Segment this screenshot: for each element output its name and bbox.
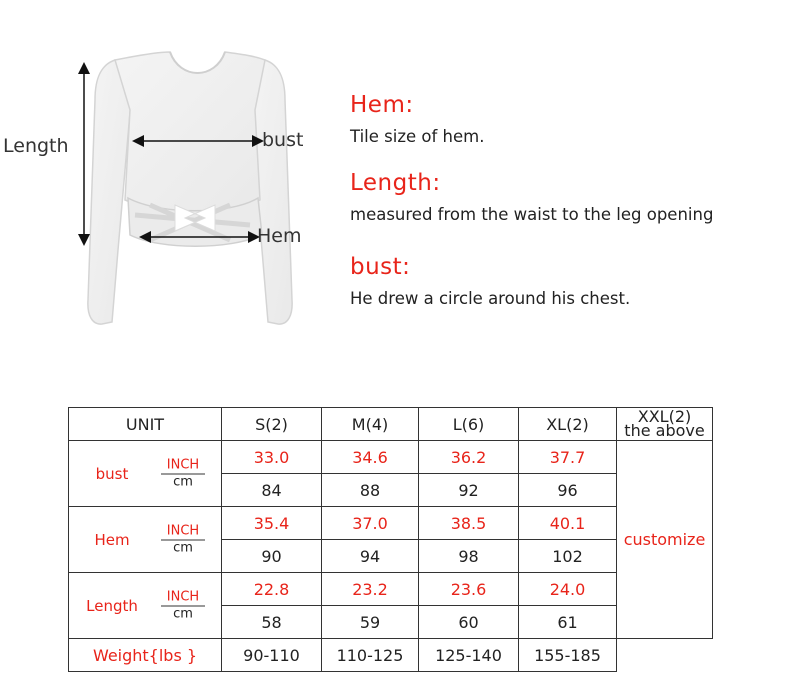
- table-header-row: [69, 408, 713, 441]
- weight-label: Weight{lbs }: [69, 639, 222, 672]
- measure-cell-hem: [69, 507, 222, 573]
- size-header-l: L(6): [419, 408, 519, 441]
- cell-value: 110-125: [322, 639, 419, 672]
- size-header-xxl: [617, 408, 713, 441]
- cell-value: 36.2: [419, 441, 519, 474]
- measure-name: Hem: [94, 530, 130, 549]
- cell-value: 98: [419, 540, 519, 573]
- unit-inch: INCH: [161, 457, 205, 474]
- unit-fraction: [161, 457, 205, 490]
- cell-value: 23.6: [419, 573, 519, 606]
- cell-value: 94: [322, 540, 419, 573]
- table-row-weight: [69, 639, 713, 672]
- cell-value: 125-140: [419, 639, 519, 672]
- customize-cell: customize: [617, 441, 713, 639]
- unit-cm: cm: [173, 474, 193, 489]
- table-row: [69, 573, 713, 606]
- measure-name: Length: [86, 596, 138, 615]
- length-definition-title: Length:: [350, 170, 441, 196]
- size-chart-table: [68, 407, 713, 672]
- xxl-sublabel: the above: [624, 421, 705, 440]
- cell-value: 90: [222, 540, 322, 573]
- cell-value: 59: [322, 606, 419, 639]
- length-definition-text: measured from the waist to the leg opening: [350, 205, 714, 224]
- cell-value: 90-110: [222, 639, 322, 672]
- shirt-body: [115, 52, 265, 211]
- bust-definition-title: bust:: [350, 254, 411, 280]
- cell-value: 33.0: [222, 441, 322, 474]
- xxl-label: XXL(2): [637, 407, 692, 426]
- cell-value: 58: [222, 606, 322, 639]
- cell-value: 37.0: [322, 507, 419, 540]
- cell-value: 37.7: [519, 441, 617, 474]
- measure-cell-bust: [69, 441, 222, 507]
- size-header-s: S(2): [222, 408, 322, 441]
- bust-label: bust: [262, 129, 304, 151]
- cell-value: 88: [322, 474, 419, 507]
- unit-inch: INCH: [161, 523, 205, 540]
- hem-definition-title: Hem:: [350, 92, 414, 118]
- cell-value: 38.5: [419, 507, 519, 540]
- unit-fraction: [161, 523, 205, 556]
- cell-value: 102: [519, 540, 617, 573]
- garment-illustration: [0, 0, 320, 360]
- bust-definition-text: He drew a circle around his chest.: [350, 289, 631, 308]
- table-row: [69, 441, 713, 474]
- cell-value: 61: [519, 606, 617, 639]
- cell-value: 40.1: [519, 507, 617, 540]
- hem-label: Hem: [257, 225, 302, 247]
- size-header-xl: XL(2): [519, 408, 617, 441]
- unit-cm: cm: [173, 606, 193, 621]
- unit-header: UNIT: [69, 408, 222, 441]
- cell-value: 96: [519, 474, 617, 507]
- length-label: Length: [3, 135, 69, 157]
- cell-value: 34.6: [322, 441, 419, 474]
- size-header-m: M(4): [322, 408, 419, 441]
- hem-definition-text: Tile size of hem.: [350, 127, 485, 146]
- cell-value: 155-185: [519, 639, 617, 672]
- cell-value: 35.4: [222, 507, 322, 540]
- cell-value: 24.0: [519, 573, 617, 606]
- unit-cm: cm: [173, 540, 193, 555]
- unit-fraction: [161, 589, 205, 622]
- cell-value: 23.2: [322, 573, 419, 606]
- cell-value: 92: [419, 474, 519, 507]
- unit-inch: INCH: [161, 589, 205, 606]
- table-row: [69, 507, 713, 540]
- measure-cell-length: [69, 573, 222, 639]
- cell-value: 60: [419, 606, 519, 639]
- measure-name: bust: [95, 464, 129, 483]
- cell-value: 84: [222, 474, 322, 507]
- cell-value: 22.8: [222, 573, 322, 606]
